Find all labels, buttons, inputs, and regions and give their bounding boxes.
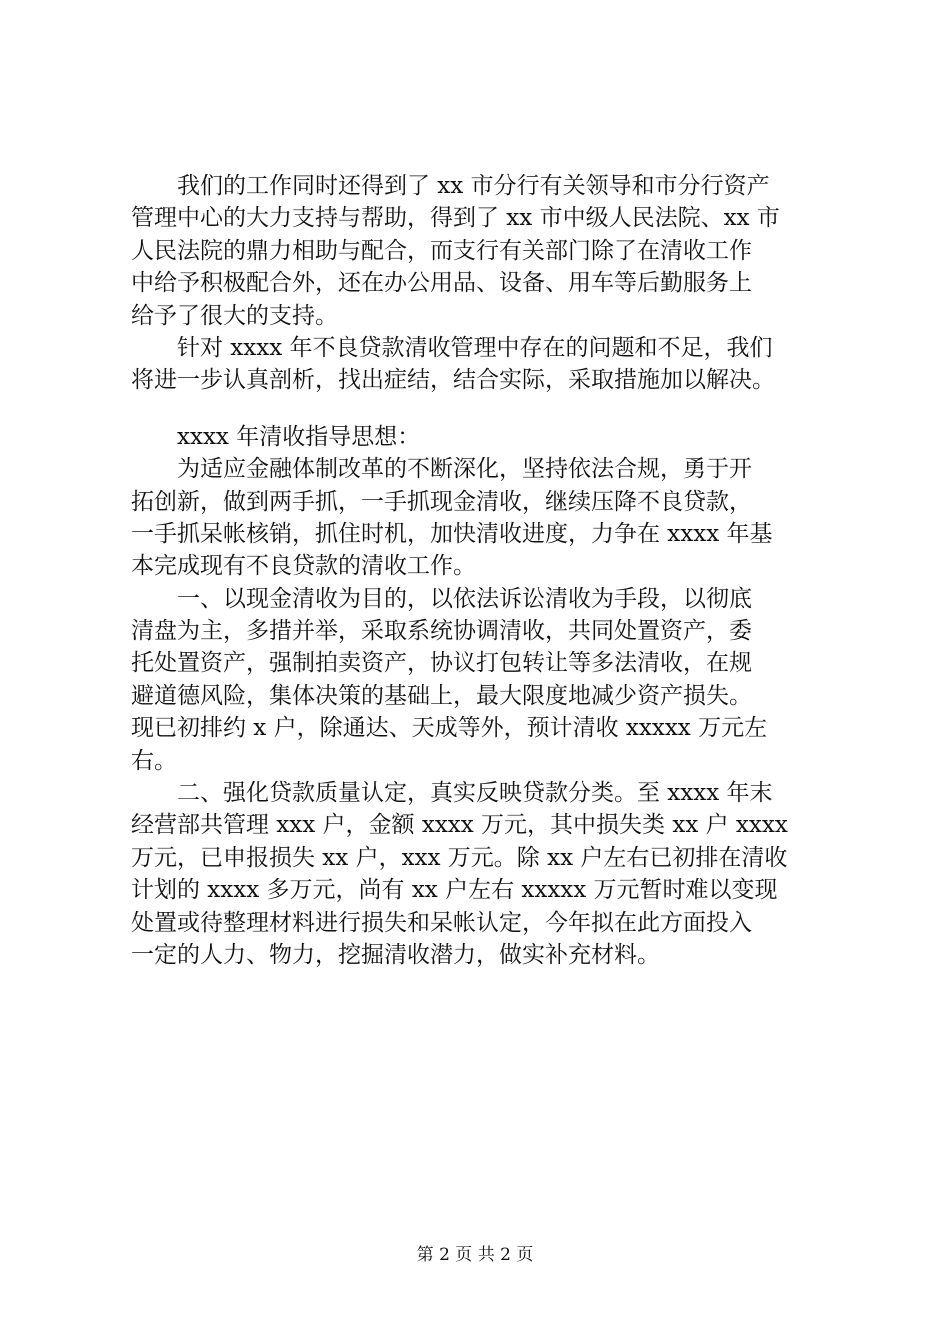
- paragraph-line: 一、以现金清收为目的，以依法诉讼清收为手段，以彻底: [177, 585, 752, 612]
- paragraph-line: 右。: [131, 747, 177, 774]
- paragraph-item-one: [131, 583, 835, 777]
- paragraph-line: 万元，已申报损失 xx 户，xxx 万元。除 xx 户左右已初排在清收: [131, 844, 788, 871]
- paragraph-line: 本完成现有不良贷款的清收工作。: [131, 553, 476, 580]
- paragraph-line: 一定的人力、物力，挖掘清收潜力，做实补充材料。: [131, 941, 660, 968]
- paragraph-line: 将进一步认真剖析，找出症结，结合实际，采取措施加以解决。: [131, 367, 775, 394]
- paragraph-line: 为适应金融体制改革的不断深化，坚持依法合规，勇于开: [177, 456, 752, 483]
- paragraph-line: 人民法院的鼎力相助与配合，而支行有关部门除了在清收工作: [131, 237, 752, 264]
- paragraph-line: 拓创新，做到两手抓，一手抓现金清收，继续压降不良贷款，: [131, 488, 752, 515]
- paragraph-line: 处置或待整理材料进行损失和呆帐认定，今年拟在此方面投入: [131, 909, 752, 936]
- paragraph-line: 给予了很大的支持。: [131, 302, 338, 329]
- paragraph-line: 二、强化贷款质量认定，真实反映贷款分类。至 xxxx 年末: [177, 780, 773, 807]
- document-body: [131, 170, 835, 971]
- paragraph-item-two: [131, 777, 835, 971]
- paragraph-line: 清盘为主，多措并举，采取系统协调清收，共同处置资产，委: [131, 618, 752, 645]
- paragraph-problems: [131, 332, 835, 397]
- paragraph-line: 中给予积极配合外，还在办公用品、设备、用车等后勤服务上: [131, 270, 752, 297]
- paragraph-line: 我们的工作同时还得到了 xx 市分行有关领导和市分行资产: [177, 173, 770, 199]
- paragraph-line: 现已初排约 x 户，除通达、天成等外，预计清收 xxxxx 万元左: [131, 715, 768, 742]
- section-gap: [131, 397, 835, 421]
- paragraph-line: 经营部共管理 xxx 户，金额 xxxx 万元，其中损失类 xx 户 xxxx: [131, 812, 788, 839]
- paragraph-line: 托处置资产，强制拍卖资产，协议打包转让等多法清收，在规: [131, 650, 752, 677]
- paragraph-support: [131, 170, 835, 332]
- paragraph-line: 计划的 xxxx 多万元，尚有 xx 户左右 xxxxx 万元暂时难以变现: [131, 877, 778, 904]
- section-heading: [131, 421, 835, 453]
- paragraph-guiding-thought: [131, 453, 835, 583]
- section-heading-text: xxxx 年清收指导思想：: [177, 423, 421, 450]
- paragraph-line: 管理中心的大力支持与帮助，得到了 xx 市中级人民法院、xx 市: [131, 205, 780, 232]
- page-number-footer: 第 2 页 共 2 页: [416, 1245, 534, 1265]
- paragraph-line: 针对 xxxx 年不良贷款清收管理中存在的问题和不足，我们: [177, 334, 773, 361]
- paragraph-line: 一手抓呆帐核销，抓住时机，加快清收进度，力争在 xxxx 年基: [131, 520, 773, 547]
- paragraph-line: 避道德风险，集体决策的基础上，最大限度地减少资产损失。: [131, 682, 752, 709]
